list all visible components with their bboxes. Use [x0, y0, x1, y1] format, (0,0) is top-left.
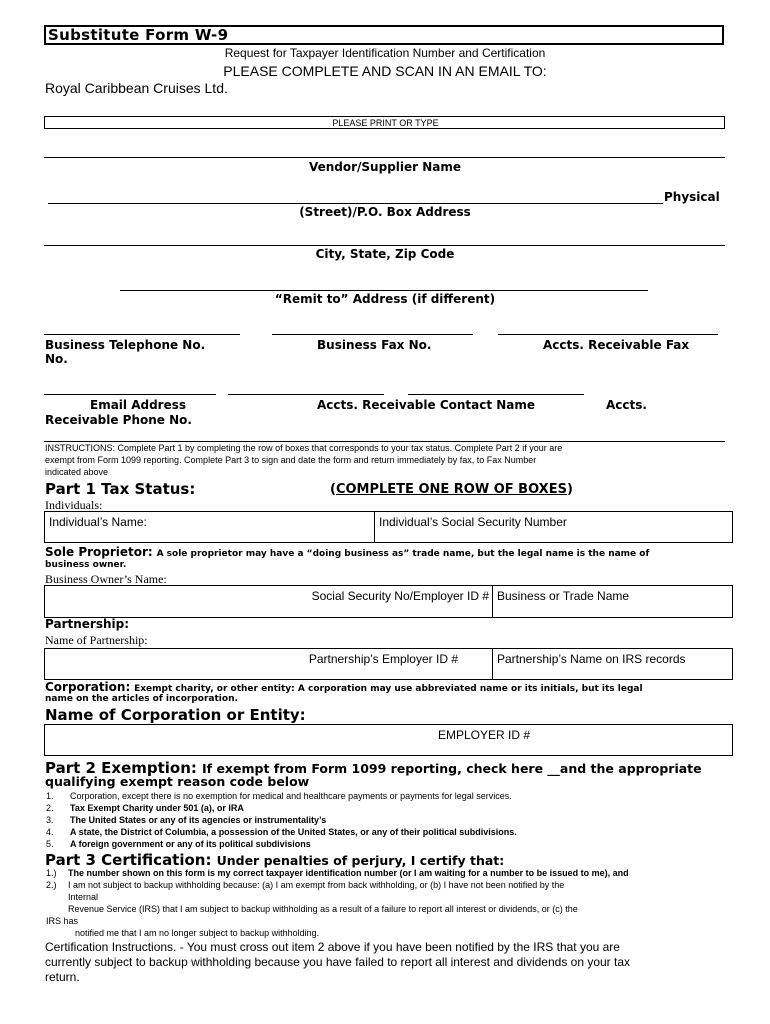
cert-instructions-1: Certification Instructions. - You must cross out item 2 above if you have been notified by the IRS that you are [45, 940, 620, 954]
vendor-name-label: Vendor/Supplier Name [308, 160, 462, 174]
part3-desc: Under penalties of perjury, I certify that: [216, 853, 505, 868]
part1-note-paren-close: ) [566, 482, 573, 497]
email-label: Email Address [90, 398, 187, 412]
cert-item-1: The number shown on this form is my correct taxpayer identification number (or I am waiting for a number to be issued to me), and [68, 868, 629, 878]
part2-desc-2: qualifying exempt reason code below [45, 774, 310, 789]
vendor-name-line[interactable] [44, 157, 725, 158]
ar-contact-line[interactable] [228, 394, 384, 395]
cert-item-2c: Revenue Service (IRS) that I am subject to backup withholding as a result of a failure to report all interest or dividends, or (c) the [68, 904, 578, 914]
exempt-num-5: 5. [46, 839, 54, 849]
corp-name-field[interactable] [44, 724, 733, 756]
part3-title: Part 3 Certification: [45, 851, 212, 869]
physical-label: Physical [664, 190, 720, 204]
corp-desc-2: name on the articles of incorporation. [45, 694, 238, 704]
business-phone-no: No. [45, 352, 68, 366]
sole-desc-2: business owner. [45, 560, 127, 570]
ar-phone-label: Receivable Phone No. [45, 413, 192, 427]
cert-instructions-3: return. [45, 970, 80, 984]
individuals-label: Individuals: [45, 498, 103, 512]
exempt-num-1: 1. [46, 791, 54, 801]
email-line[interactable] [44, 394, 216, 395]
business-phone-label: Business Telephone No. [45, 338, 206, 352]
individual-name-label: Individual’s Name: [49, 515, 147, 529]
accts-label: Accts. [606, 398, 647, 412]
city-line[interactable] [44, 245, 725, 246]
physical-address-line[interactable] [48, 203, 663, 204]
business-fax-label: Business Fax No. [317, 338, 432, 352]
part1-note [330, 482, 573, 497]
cert-item-2d: IRS has [46, 916, 79, 926]
part2-desc: If exempt from Form 1099 reporting, check here __and the appropriate [202, 761, 702, 776]
cert-item-2b: Internal [68, 892, 99, 902]
divider [44, 441, 725, 442]
instructions-line-1: INSTRUCTIONS: Complete Part 1 by completing the row of boxes that corresponds to your tax status. Complete Part 2 if your are [45, 443, 563, 453]
individual-ssn-label: Individual’s Social Security Number [379, 515, 567, 529]
corporation-heading [45, 680, 643, 694]
corp-desc: Exempt charity, or other entity: A corporation may use abbreviated name or its initials, but its legal [134, 684, 643, 694]
corp-name-title: Name of Corporation or Entity: [45, 706, 306, 724]
exempt-item-3: The United States or any of its agencies or instrumentality’s [70, 815, 327, 825]
cert-instructions-2: currently subject to backup withholding because you have failed to report all interest and dividends on your tax [45, 955, 631, 969]
cert-item-2a: I am not subject to backup withholding because: (a) I am exempt from back withholding, or (b) I have not been notified by the [68, 880, 565, 890]
sole-desc: A sole proprietor may have a “doing business as” trade name, but the legal name is the name of [156, 549, 650, 559]
email-instruction: PLEASE COMPLETE AND SCAN IN AN EMAIL TO: [223, 63, 547, 79]
part2-title: Part 2 Exemption: [45, 759, 197, 777]
sole-proprietor-heading [45, 545, 649, 559]
exempt-item-4: A state, the District of Columbia, a possession of the United States, or any of their political subdivisions. [70, 827, 517, 837]
instructions-line-2: exempt from Form 1099 reporting. Complete Part 3 to sign and date the form and return immediately by fax, to Fax Number [45, 455, 537, 465]
ar-contact-label: Accts. Receivable Contact Name [317, 398, 536, 412]
part1-title: Part 1 Tax Status: [45, 480, 196, 498]
part1-note-text: COMPLETE ONE ROW OF BOXES [335, 482, 567, 497]
part3-heading [45, 850, 504, 869]
ar-fax-label: Accts. Receivable Fax [543, 338, 690, 352]
ar-phone-line[interactable] [408, 394, 584, 395]
instructions-line-3: indicated above [45, 467, 109, 477]
cert-num-1: 1.) [46, 868, 57, 878]
city-label: City, State, Zip Code [315, 247, 455, 261]
print-note-box [44, 116, 725, 129]
partnership-name-label: Name of Partnership: [45, 633, 148, 647]
trade-name-label: Business or Trade Name [497, 589, 630, 603]
sole-title: Sole Proprietor: [45, 545, 153, 559]
exempt-num-2: 2. [46, 803, 54, 813]
remit-line[interactable] [120, 290, 648, 291]
individual-name-field[interactable] [44, 511, 375, 543]
exempt-num-4: 4. [46, 827, 54, 837]
print-note: PLEASE PRINT OR TYPE [332, 118, 439, 128]
corp-title: Corporation: [45, 680, 131, 694]
exempt-item-2: Tax Exempt Charity under 501 (a), or IRA [70, 803, 244, 813]
trade-name-field[interactable] [492, 585, 733, 618]
remit-label: “Remit to” Address (if different) [274, 292, 496, 306]
owner-name-label: Business Owner’s Name: [45, 572, 167, 586]
ssn-ein-label: Social Security No/Employer ID # [311, 589, 489, 603]
partnership-title: Partnership: [45, 617, 130, 631]
form-subtitle: Request for Taxpayer Identification Number and Certification [224, 46, 546, 60]
cert-item-2e: notified me that I am no longer subject to backup withholding. [75, 928, 320, 938]
street-label: (Street)/P.O. Box Address [299, 205, 471, 219]
ar-fax-line[interactable] [498, 334, 718, 335]
employer-id-label: EMPLOYER ID # [438, 728, 531, 742]
partnership-irs-field[interactable] [492, 648, 733, 680]
partnership-ein-label: Partnership’s Employer ID # [308, 652, 458, 666]
business-phone-line[interactable] [44, 334, 240, 335]
part1-note-paren-open: ( [330, 482, 336, 497]
business-fax-line[interactable] [272, 334, 473, 335]
exempt-item-5: A foreign government or any of its political subdivisions [70, 839, 311, 849]
form-title: Substitute Form W-9 [44, 25, 724, 45]
exempt-num-3: 3. [46, 815, 54, 825]
partnership-irs-label: Partnership’s Name on IRS records [497, 652, 686, 666]
individual-ssn-field[interactable] [374, 511, 733, 543]
exempt-item-1: Corporation, except there is no exemption for medical and healthcare payments or payments for legal services. [70, 791, 512, 801]
cert-num-2: 2.) [46, 880, 57, 890]
company-name: Royal Caribbean Cruises Ltd. [45, 80, 228, 96]
